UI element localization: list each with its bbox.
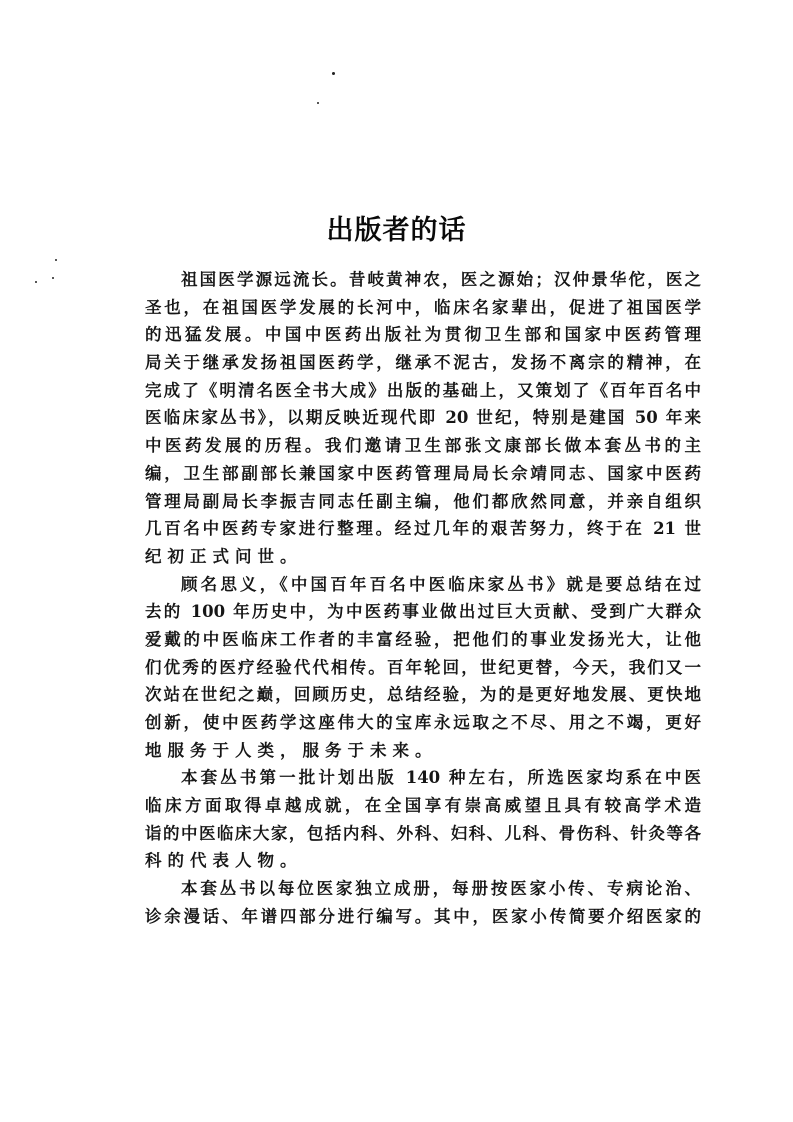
paragraph-line: 医临床家丛书》，以期反映近现代即 20 世纪，特别是建国 50 年来: [145, 408, 701, 428]
paragraph-line: 诣的中医临床大家，包括内科、外科、妇科、儿科、骨伤科、针灸等各: [145, 823, 701, 843]
paragraph-line: 纪初正式问世。: [145, 546, 303, 566]
scan-speck: [52, 277, 54, 279]
paragraph-line: 中医药发展的历程。我们邀请卫生部张文康部长做本套丛书的主: [145, 436, 701, 456]
scan-speck: [55, 259, 57, 261]
scan-speck: [332, 72, 335, 75]
scan-speck: [317, 102, 319, 104]
paragraph-line: 的迅猛发展。中国中医药出版社为贯彻卫生部和国家中医药管理: [145, 325, 701, 345]
paragraph-line: 圣也，在祖国医学发展的长河中，临床名家辈出，促进了祖国医学: [145, 297, 701, 317]
body-text: [145, 266, 701, 931]
paragraph-line: 爱戴的中医临床工作者的丰富经验，把他们的事业发扬光大，让他: [145, 629, 701, 649]
paragraph-line: 管理局副局长李振吉同志任副主编，他们都欣然同意，并亲自组织: [145, 491, 701, 511]
paragraph-line: 创新，使中医药学这座伟大的宝库永远取之不尽、用之不竭，更好: [145, 713, 701, 732]
paragraph-line: 们优秀的医疗经验代代相传。百年轮回，世纪更替，今天，我们又一: [145, 657, 701, 677]
paragraph-line: 顾名思义，《中国百年百名中医临床家丛书》就是要总结在过: [181, 574, 701, 594]
paragraph-line: 地服务于人类，服务于未来。: [145, 740, 438, 760]
paragraph-line: 次站在世纪之巅，回顾历史，总结经验，为的是更好地发展、更快地: [145, 685, 701, 705]
paragraph-line: 临床方面取得卓越成就，在全国享有崇高威望且具有较高学术造: [145, 796, 701, 816]
paragraph-line: 科的代表人物。: [145, 851, 303, 871]
paragraph-line: 编，卫生部副部长兼国家中医药管理局局长佘靖同志、国家中医药: [145, 463, 701, 483]
paragraph-line: 几百名中医药专家进行整理。经过几年的艰苦努力，终于在 21 世: [145, 519, 701, 539]
paragraph-line: 完成了《明清名医全书大成》出版的基础上，又策划了《百年百名中: [145, 380, 701, 400]
scan-speck: [35, 281, 37, 283]
page-title: 出版者的话: [326, 215, 467, 246]
paragraph-line: 去的 100 年历史中，为中医药事业做出过巨大贡献、受到广大群众: [145, 602, 701, 622]
paragraph-line: 诊余漫话、年谱四部分进行编写。其中，医家小传简要介绍医家的: [145, 906, 701, 926]
paragraph-line: 本套丛书以每位医家独立成册，每册按医家小传、专病论治、: [181, 879, 701, 899]
paragraph-line: 祖国医学源远流长。昔岐黄神农，医之源始；汉仲景华佗，医之: [181, 270, 701, 289]
paragraph-line: 局关于继承发扬祖国医药学，继承不泥古，发扬不离宗的精神，在: [145, 353, 701, 373]
paragraph-line: 本套丛书第一批计划出版 140 种左右，所选医家均系在中医: [181, 768, 701, 788]
